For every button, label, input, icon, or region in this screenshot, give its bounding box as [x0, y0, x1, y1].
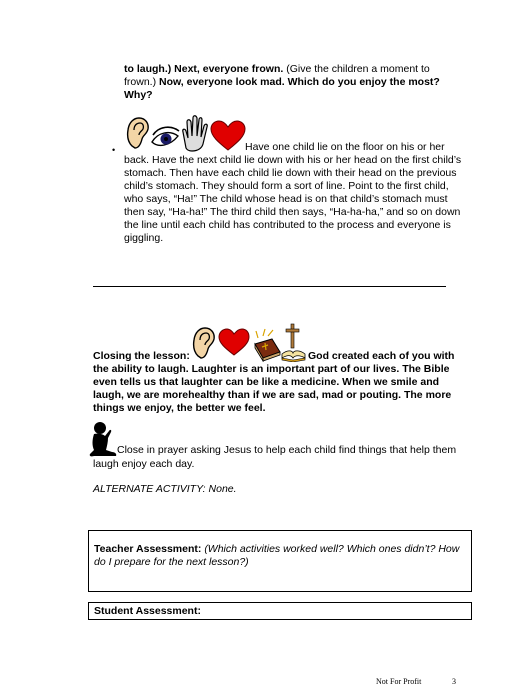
teacher-assessment-content — [94, 543, 464, 569]
ear-icon — [194, 328, 215, 358]
cross-bible-icon — [282, 324, 305, 362]
page-number: 3 — [452, 677, 456, 686]
prayer-line-first: Close in prayer asking Jesus to help each child find things that help them — [117, 444, 457, 456]
teacher-assessment-question: (Which activities worked well? Which ones didn’t? How do I prepare for the next lesson?) — [94, 543, 460, 568]
closing-text: the ability to laugh. Laughter is an important part of our lives. The Bible even tells us that laughter can be like a medicine. When we smile and laugh, we are morehealthy than if we are sad, mad or pouting. The more things we enjoy, the better we feel. — [93, 363, 452, 414]
heart-icon — [219, 329, 249, 355]
intro-bold-1: to laugh.) Next, everyone frown. — [124, 63, 284, 75]
activity-text: back. Have the next child lie down with his or her head on the first child’s stomach. Then have each child lie down with their head on the previous child’s stomach. They should form a sort of line. Point to the first child, who says, “Ha!” The child whose head is on that child’s stomach must then say, “Ha-ha!” The third child then says, “Ha-ha-ha,” and so on down the line until each child has contributed to the process and everyone is giggling. — [124, 154, 462, 244]
activity-line-first: Have one child lie on the floor on his or her — [245, 141, 445, 153]
student-assessment-box — [88, 602, 472, 620]
intro-bold-2: Now, everyone look mad. Which do you enjoy the most? Why? — [124, 76, 440, 101]
section-divider — [93, 286, 446, 287]
footer-text: Not For Profit — [376, 677, 422, 686]
praying-child-icon — [88, 420, 118, 458]
student-assessment-label: Student Assessment: — [94, 605, 201, 617]
hand-icon — [183, 116, 207, 151]
closing-icons — [192, 322, 307, 362]
closing-label: Closing the lesson: — [93, 350, 190, 362]
activity-icons — [122, 112, 247, 154]
intro-normal-1: (Give the children a moment to frown.) — [124, 63, 430, 88]
teacher-assessment-label: Teacher Assessment: — [94, 543, 202, 555]
heart-icon — [211, 121, 245, 150]
teacher-assessment-box — [88, 530, 472, 592]
intro-paragraph — [124, 63, 464, 102]
activity-bullet: • — [112, 145, 116, 155]
eye-icon — [152, 127, 179, 145]
ear-icon — [128, 118, 149, 148]
closing-line-first: God created each of you with — [308, 350, 455, 362]
alternate-activity: ALTERNATE ACTIVITY: None. — [93, 483, 237, 495]
prayer-line-second: laugh enjoy each day. — [93, 458, 195, 470]
bible-icon — [255, 329, 280, 361]
